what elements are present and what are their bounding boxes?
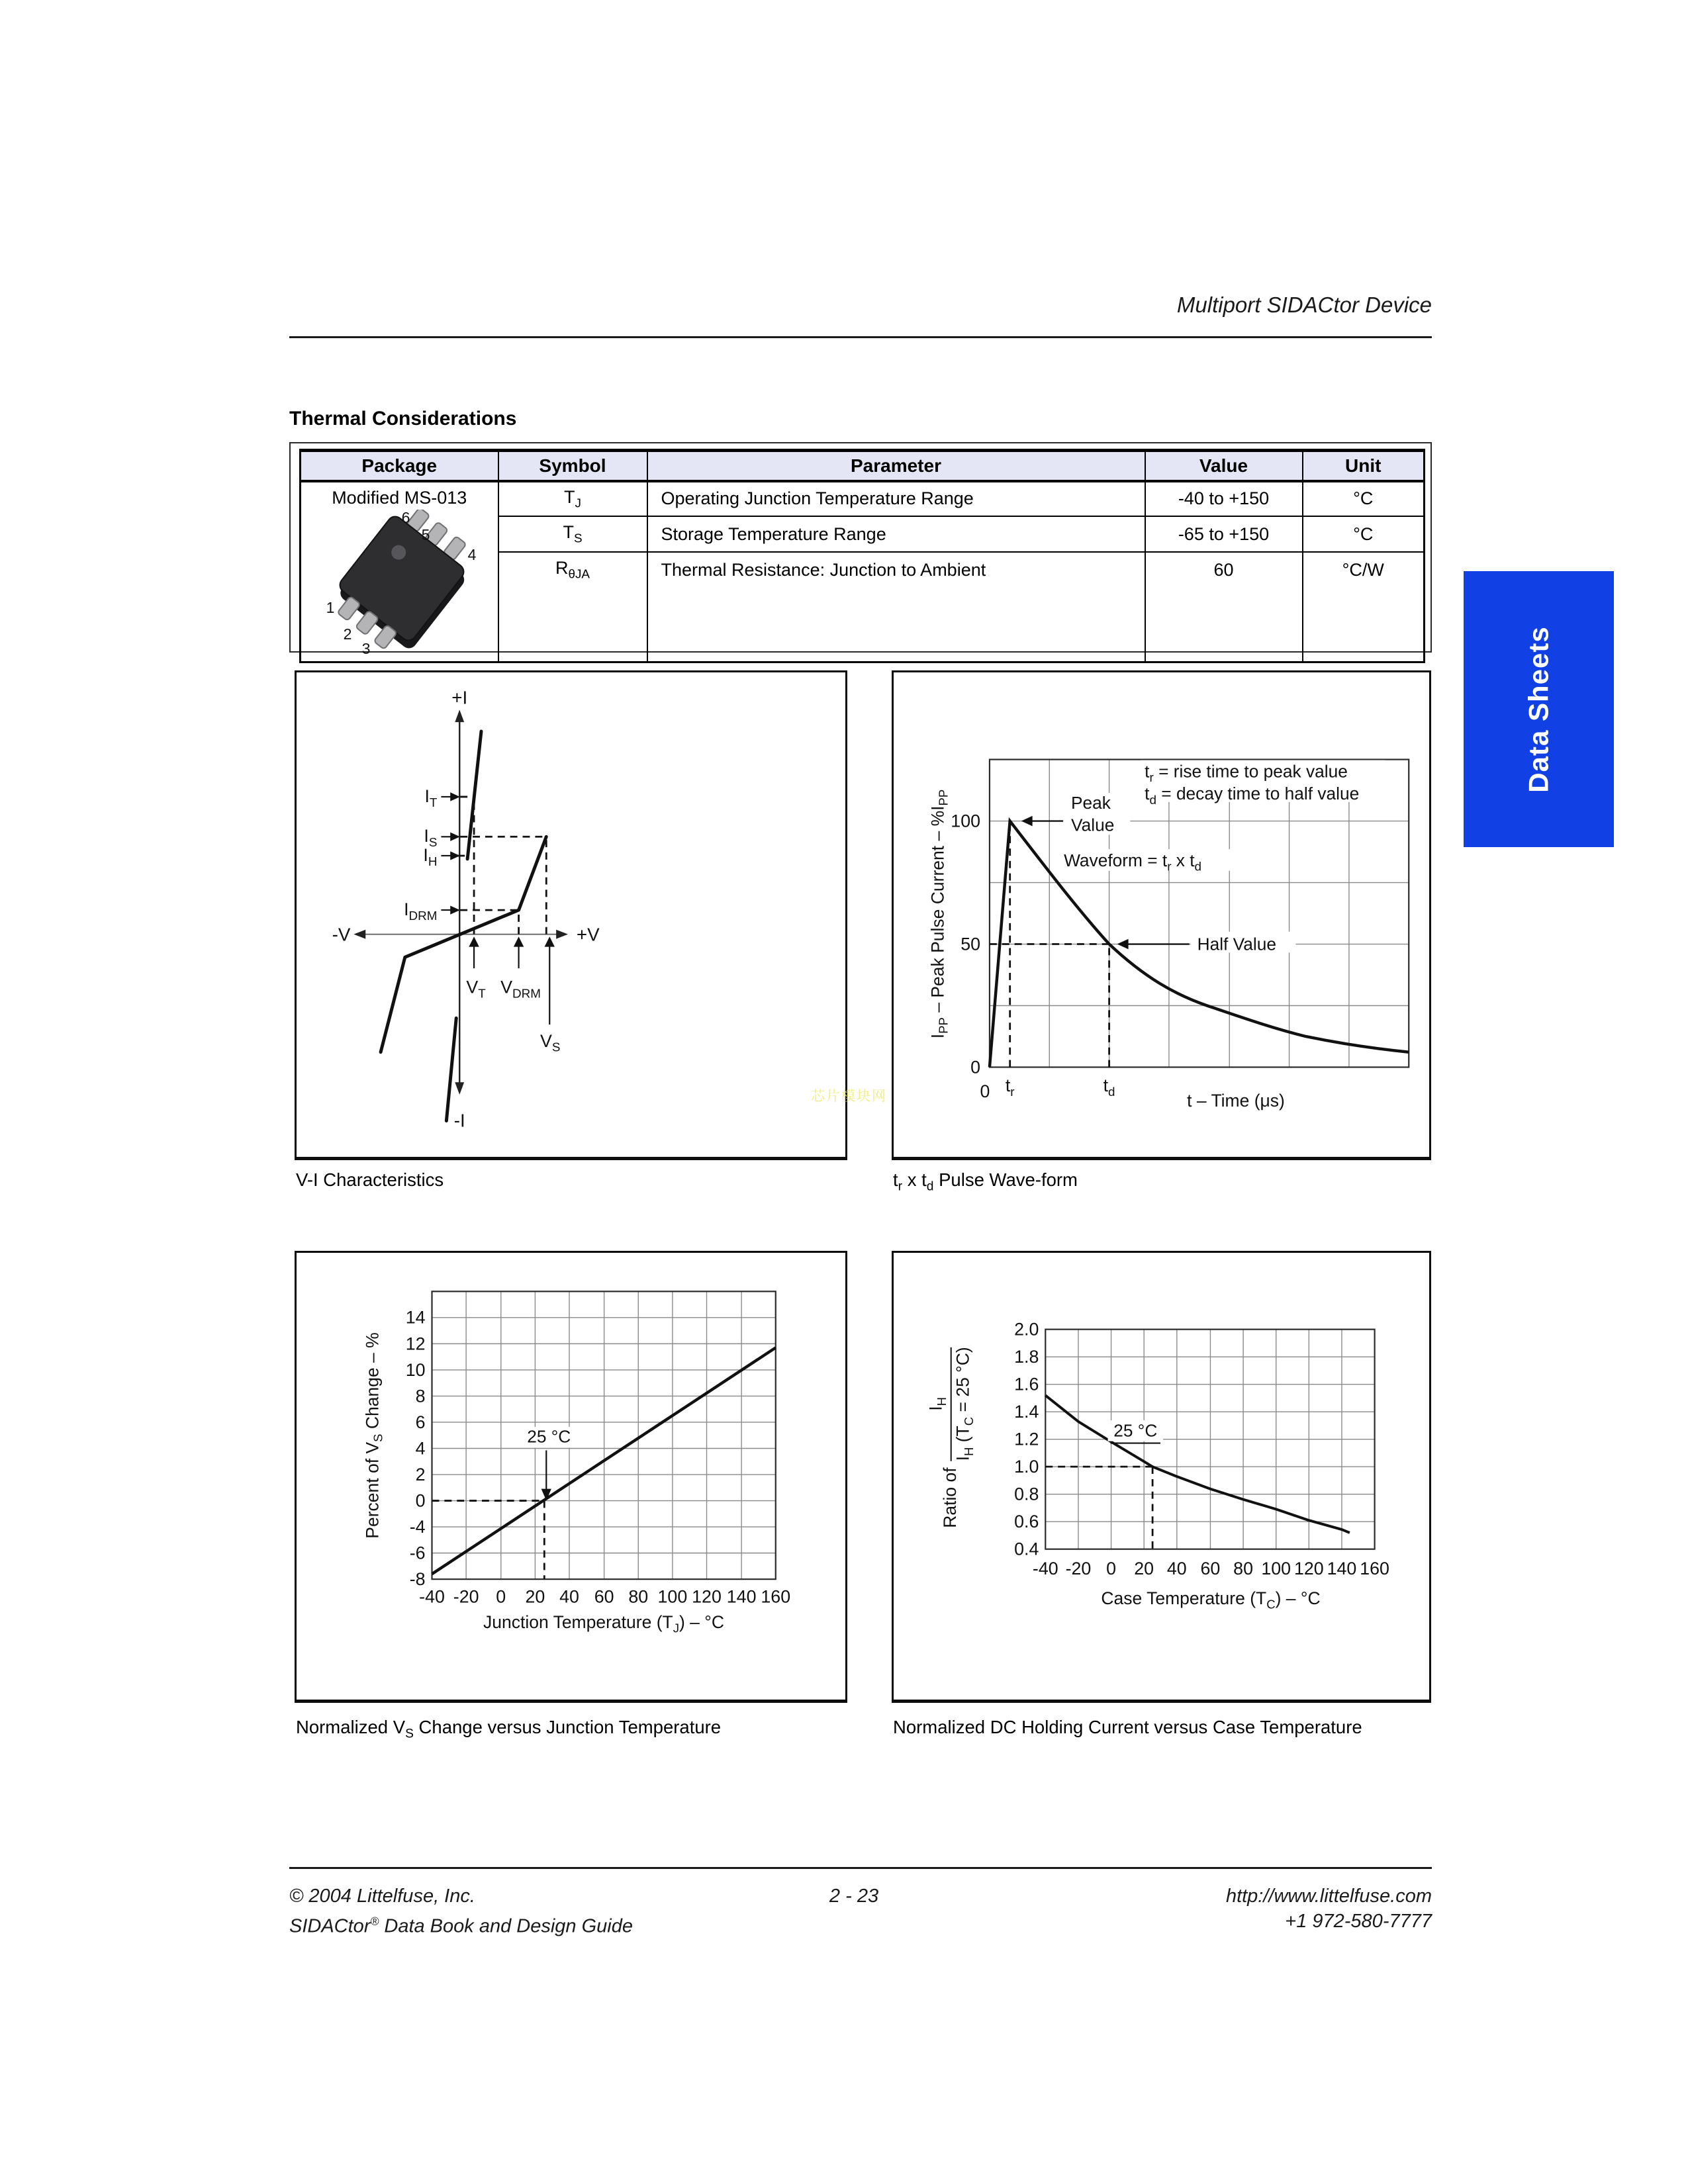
ytick: 8 [415, 1386, 426, 1406]
xtick: -40 [419, 1586, 445, 1607]
ylabel-prefix: Ratio of [940, 1467, 960, 1528]
half-value-label: Half Value [1197, 934, 1276, 954]
xlabel-part: ) – °C [1275, 1588, 1321, 1608]
ylabel-sub: PP [936, 1017, 951, 1034]
package-name: Modified MS-013 [332, 487, 467, 508]
xtick: 100 [657, 1586, 688, 1607]
peak-value-label-2: Value [1071, 815, 1115, 835]
symbol-sub: θJA [568, 567, 590, 582]
ih-dashed-guides [1045, 1467, 1152, 1549]
is-label: $I_S$ [424, 826, 438, 850]
caption-vi: V-I Characteristics [296, 1169, 444, 1190]
peak-value-label-1: Peak [1071, 792, 1111, 813]
col-header-unit: Unit [1303, 451, 1425, 481]
unit-ts: °C [1303, 516, 1425, 552]
xtick: 120 [692, 1586, 722, 1607]
value-ts: -65 to +150 [1145, 516, 1303, 552]
ytick: 0.4 [1014, 1539, 1039, 1559]
note-tr: $t_r$ = rise time to peak value [1145, 761, 1348, 785]
symbol-tj [498, 481, 647, 517]
ytick: 14 [405, 1307, 426, 1328]
caption-sub: r [898, 1179, 903, 1194]
side-tab-label: Data Sheets [1523, 625, 1554, 793]
filler-cell [1303, 588, 1425, 662]
vi-diagram [297, 672, 845, 1157]
xtick: 140 [1327, 1559, 1357, 1579]
caption-pulse [893, 1169, 1078, 1195]
ih-xtick-labels [1033, 1559, 1389, 1578]
ytick: 0.6 [1014, 1512, 1039, 1532]
ytick-100: 100 [951, 811, 981, 831]
note-td: $t_d$ = decay time to half value [1145, 783, 1360, 807]
pulse-grid [990, 760, 1409, 1068]
caption-sub: d [926, 1179, 934, 1194]
ih-y-axis-title [926, 1347, 977, 1527]
ylabel-sub: PP [936, 789, 951, 806]
fraction-numerator: $I_H$ [926, 1347, 952, 1461]
filler-cell [647, 588, 1145, 662]
pin-label-6: 6 [401, 509, 410, 526]
ih-25c-label: 25 °C [1113, 1420, 1158, 1441]
symbol-ts [498, 516, 647, 552]
unit-rtheta: °C/W [1303, 552, 1425, 588]
col-header-parameter: Parameter [647, 451, 1145, 481]
xlabel-part: Case Temperature (T [1101, 1588, 1267, 1608]
ih-x-axis-title [1101, 1588, 1320, 1612]
caption-part: Normalized V [296, 1717, 406, 1737]
symbol-rtheta [498, 552, 647, 588]
col-header-package: Package [301, 451, 498, 481]
ylabel-part: Change – % [362, 1332, 383, 1434]
package-cell [301, 481, 498, 662]
ytick: 0.8 [1014, 1484, 1039, 1504]
td-mark: $t_d$ [1103, 1075, 1115, 1099]
ytick: -4 [409, 1517, 426, 1537]
ih-curve [1045, 1395, 1350, 1533]
vi-curve [381, 731, 546, 1121]
ylabel-sub: S [371, 1433, 385, 1442]
ytick-50: 50 [961, 934, 981, 954]
xtick: -40 [1032, 1559, 1058, 1579]
xtick: 20 [1134, 1559, 1154, 1579]
watermark-text: 芯片模块网 [811, 1089, 887, 1104]
caption-sub: S [405, 1727, 414, 1741]
ytick-0: 0 [970, 1057, 981, 1077]
figure-vi-characteristics [295, 670, 847, 1160]
col-header-value: Value [1145, 451, 1303, 481]
xtick: 120 [1293, 1559, 1324, 1579]
pin-label-4: 4 [467, 545, 477, 563]
vs-grid [432, 1291, 776, 1579]
footer-phone: +1 972-580-7777 [1285, 1911, 1432, 1932]
ytick: 6 [415, 1412, 426, 1432]
ic-body [336, 513, 467, 643]
xtick: 20 [525, 1586, 545, 1607]
symbol-sub: J [575, 496, 581, 511]
caption-part: t [893, 1169, 898, 1190]
xtick: 80 [628, 1586, 649, 1607]
footer-url[interactable]: http://www.littelfuse.com [1225, 1886, 1432, 1907]
vt-label: $V_T$ [466, 977, 486, 1001]
filler-cell [498, 588, 647, 662]
footer-page-number: 2 - 23 [829, 1886, 879, 1907]
ih-ytick-labels [1014, 1320, 1039, 1559]
book-subtitle: Data Book and Design Guide [379, 1915, 633, 1937]
xtick: 0 [1106, 1559, 1117, 1579]
caption-ih-ratio: Normalized DC Holding Current versus Case Temperature [893, 1717, 1362, 1737]
minus-v-label: -V [332, 924, 351, 945]
registered-mark: ® [370, 1915, 379, 1928]
tr-mark: $t_r$ [1005, 1075, 1015, 1099]
footer-left [289, 1884, 633, 1939]
pulse-chart [894, 672, 1429, 1157]
ylabel-part: – Peak Pulse Current – %I [927, 805, 948, 1018]
ylabel-part: I [927, 1033, 948, 1039]
pulse-y-axis-title [927, 790, 951, 1038]
side-tab-data-sheets [1464, 571, 1614, 847]
footer-right [1101, 1884, 1432, 1934]
page-header-title: Multiport SIDACtor Device [1176, 293, 1432, 317]
vs-25c-label: 25 °C [527, 1426, 571, 1447]
it-label: $I_T$ [424, 786, 438, 809]
pin-label-2: 2 [343, 625, 352, 643]
pin-label-1: 1 [326, 598, 335, 616]
table-row-tj [301, 481, 1425, 517]
xtick: 60 [1200, 1559, 1221, 1579]
figure-pulse-waveform [892, 670, 1431, 1160]
pulse-plot-border [990, 760, 1409, 1068]
xtick: -20 [1065, 1559, 1092, 1579]
parameter-rtheta: Thermal Resistance: Junction to Ambient [647, 552, 1145, 588]
ytick: 1.8 [1014, 1347, 1039, 1367]
section-title: Thermal Considerations [289, 408, 517, 430]
ytick: -8 [409, 1569, 426, 1590]
ytick: 2.0 [1014, 1319, 1039, 1340]
pin-label-5: 5 [421, 525, 430, 543]
package-photo [321, 510, 483, 657]
pin-label-3: 3 [361, 639, 371, 657]
vs-x-axis-title [483, 1612, 724, 1635]
col-header-symbol: Symbol [498, 451, 647, 481]
xtick: 160 [1360, 1559, 1389, 1579]
ih-grid [1045, 1330, 1374, 1549]
xlabel-sub: C [1266, 1597, 1276, 1612]
ylabel-part: Percent of V [362, 1441, 383, 1539]
xlabel-part: Junction Temperature (T [483, 1612, 673, 1632]
vi-axis-labels [332, 688, 600, 1131]
xlabel-sub: J [673, 1621, 679, 1635]
vs-xtick-labels [419, 1587, 790, 1607]
ytick: 2 [415, 1464, 426, 1484]
footer-copyright: © 2004 Littelfuse, Inc. [289, 1886, 475, 1907]
plus-v-label: +V [576, 924, 600, 945]
caption-part: x t [902, 1169, 927, 1190]
value-tj: -40 to +150 [1145, 481, 1303, 517]
symbol-main: T [564, 486, 575, 507]
ytick: -6 [409, 1543, 426, 1563]
ytick: 1.2 [1014, 1429, 1039, 1449]
xtick: 80 [1233, 1559, 1253, 1579]
symbol-main: R [555, 558, 569, 578]
ytick: 1.6 [1014, 1374, 1039, 1394]
ytick: 10 [405, 1359, 426, 1380]
unit-tj: °C [1303, 481, 1425, 517]
xtick: 0 [496, 1586, 506, 1607]
xlabel-part: ) – °C [679, 1612, 725, 1632]
parameter-ts: Storage Temperature Range [647, 516, 1145, 552]
xtick: 40 [1166, 1559, 1187, 1579]
xtick: 160 [761, 1586, 791, 1607]
footer-book-title [289, 1909, 633, 1939]
ytick: 4 [415, 1438, 426, 1459]
thermal-table [299, 449, 1425, 663]
xtick: 100 [1261, 1559, 1291, 1579]
symbol-main: T [563, 522, 574, 542]
plus-i-label: +I [451, 687, 468, 708]
parameter-tj: Operating Junction Temperature Range [647, 481, 1145, 517]
thermal-table-header-row [301, 451, 1425, 481]
header-rule [289, 336, 1432, 338]
symbol-sub: S [573, 531, 583, 546]
waveform-note: Waveform = $t_r$ x $t_d$ [1064, 850, 1202, 874]
book-name: SIDACtor [289, 1915, 371, 1937]
caption-part: Change versus Junction Temperature [413, 1717, 722, 1737]
filler-cell [1145, 588, 1303, 662]
vs-label: $V_S$ [539, 1030, 561, 1054]
fraction-denominator: $I_H$ ($T_C = 25$ °C) [953, 1347, 976, 1461]
xtick: -20 [453, 1586, 479, 1607]
ytick: 1.0 [1014, 1457, 1039, 1477]
ytick: 12 [405, 1334, 426, 1354]
pulse-x-axis-title: t – Time (μs) [1187, 1091, 1285, 1111]
vi-point-labels [404, 786, 560, 1054]
value-rtheta: 60 [1145, 552, 1303, 588]
thermal-table-wrap [299, 449, 1425, 663]
minus-i-label: -I [453, 1110, 465, 1131]
footer-rule [289, 1867, 1432, 1869]
xtick: 140 [726, 1586, 757, 1607]
caption-vs-change [296, 1717, 721, 1742]
caption-part: Pulse Wave-form [933, 1169, 1078, 1190]
vdrm-label: $V_{DRM}$ [500, 977, 541, 1001]
ytick: 1.4 [1014, 1402, 1039, 1422]
xtick: 40 [559, 1586, 579, 1607]
ytick: 0 [415, 1490, 426, 1511]
ih-ratio-fraction [926, 1347, 977, 1461]
vs-y-axis-title [362, 1332, 385, 1538]
xtick: 60 [594, 1586, 614, 1607]
idrm-label: $I_{DRM}$ [404, 899, 438, 923]
ih-label: $I_H$ [423, 844, 438, 868]
origin-label: 0 [980, 1081, 990, 1101]
vs-ytick-labels [406, 1308, 426, 1589]
